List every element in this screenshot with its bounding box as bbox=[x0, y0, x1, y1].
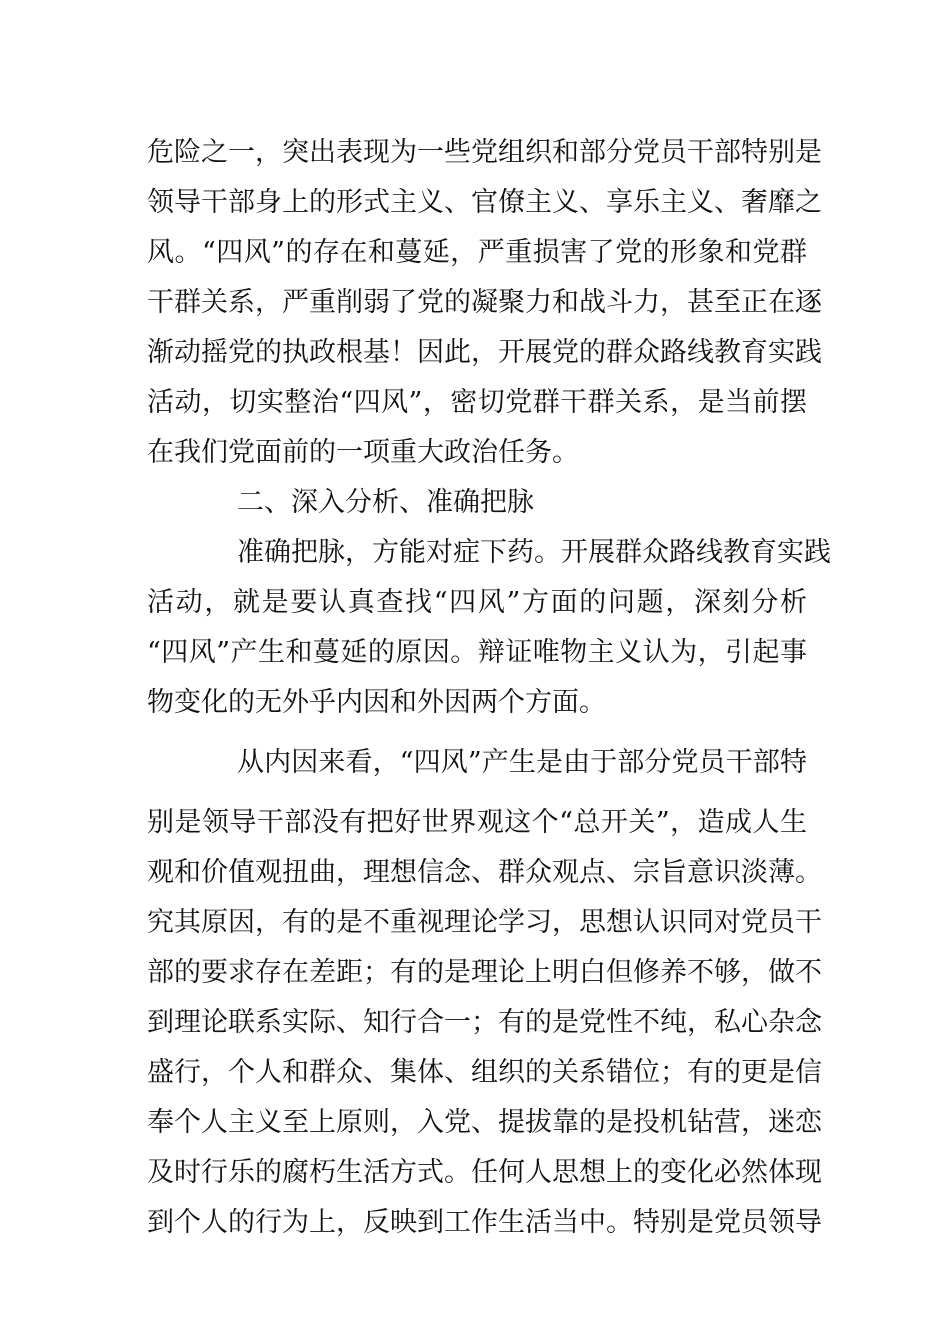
paragraph-first-line: 准确把脉，方能对症下药。开展群众路线教育实践 bbox=[237, 537, 831, 568]
text-line: 究其原因，有的是不重视理论学习，思想认识同对党员干 bbox=[147, 907, 822, 938]
text-line: 物变化的无外乎内因和外因两个方面。 bbox=[147, 687, 606, 718]
paragraph-first-line: 从内因来看，“四风”产生是由于部分党员干部特 bbox=[237, 747, 807, 778]
text-line: 干群关系，严重削弱了党的凝聚力和战斗力，甚至正在逐 bbox=[147, 287, 822, 318]
text-line: “四风”产生和蔓延的原因。辩证唯物主义认为，引起事 bbox=[147, 637, 807, 668]
text-line: 危险之一，突出表现为一些党组织和部分党员干部特别是 bbox=[147, 137, 822, 168]
text-line: 及时行乐的腐朽生活方式。任何人思想上的变化必然体现 bbox=[147, 1157, 822, 1188]
text-line: 活动，切实整治“四风”，密切党群干群关系，是当前摆 bbox=[147, 387, 807, 418]
text-line: 风。“四风”的存在和蔓延，严重损害了党的形象和党群 bbox=[147, 237, 807, 268]
text-line: 部的要求存在差距；有的是理论上明白但修养不够，做不 bbox=[147, 957, 822, 988]
text-line: 到理论联系实际、知行合一；有的是党性不纯，私心杂念 bbox=[147, 1007, 822, 1038]
text-line: 到个人的行为上，反映到工作生活当中。特别是党员领导 bbox=[147, 1207, 822, 1238]
text-line: 观和价值观扭曲，理想信念、群众观点、宗旨意识淡薄。 bbox=[147, 857, 822, 888]
text-line: 领导干部身上的形式主义、官僚主义、享乐主义、奢靡之 bbox=[147, 187, 822, 218]
text-line: 渐动摇党的执政根基！因此，开展党的群众路线教育实践 bbox=[147, 337, 822, 368]
text-line: 盛行，个人和群众、集体、组织的关系错位；有的更是信 bbox=[147, 1057, 822, 1088]
section-heading: 二、深入分析、准确把脉 bbox=[237, 487, 534, 518]
text-line: 活动，就是要认真查找“四风”方面的问题，深刻分析 bbox=[147, 587, 807, 618]
text-line: 奉个人主义至上原则，入党、提拔靠的是投机钻营，迷恋 bbox=[147, 1107, 822, 1138]
text-line: 在我们党面前的一项重大政治任务。 bbox=[147, 437, 579, 468]
text-line: 别是领导干部没有把好世界观这个“总开关”，造成人生 bbox=[147, 807, 807, 838]
